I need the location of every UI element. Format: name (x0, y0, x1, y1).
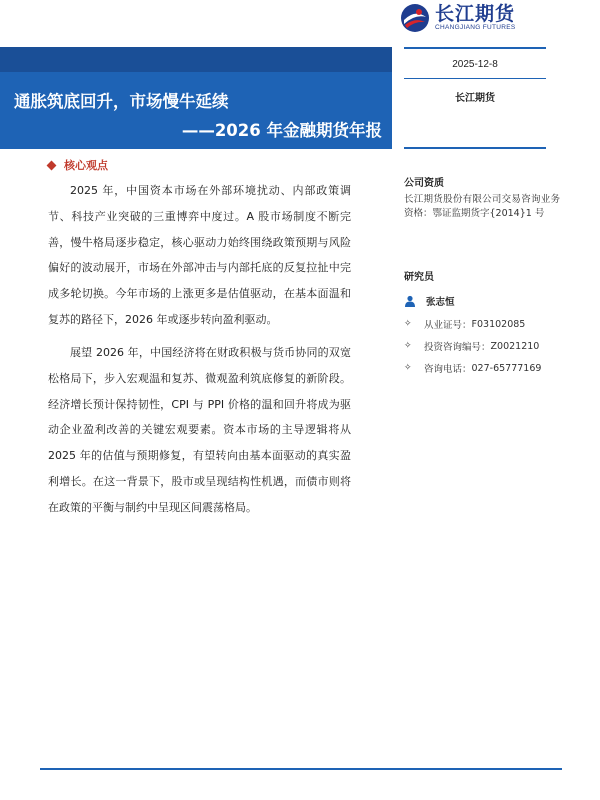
report-title: 通胀筑底回升，市场慢牛延续 (14, 92, 229, 111)
researcher-heading: 研究员 (404, 272, 434, 283)
core-view-heading (48, 157, 108, 173)
meta-bottom-rule (404, 147, 546, 149)
sparkle-bullet-icon: ✧ (404, 363, 412, 373)
banner-stripe (0, 47, 392, 72)
report-date: 2025-12-8 (452, 59, 498, 70)
company-name: 长江期货 (455, 93, 495, 104)
logo-name-en: CHANGJIANG FUTURES (435, 24, 516, 31)
company-logo (400, 0, 560, 36)
info-row-license (404, 317, 525, 331)
core-view-paragraph-1: 2025 年，中国资本市场在外部环境扰动、内部政策调节、科技产业突破的三重博弈中度过。A 股市场制度不断完善，慢牛格局逐步稳定，核心驱动力始终围绕政策预期与风险偏好的波动展开，市场在外部冲击与内部托底的反复拉扯中完成多轮切换。今年市场的上涨更多是估值驱动，在基本面温和复苏的路径下，2026 年或逐步转向盈利驱动。 (48, 184, 351, 326)
info-row-consult-id (404, 339, 539, 353)
sparkle-bullet-icon: ✧ (404, 319, 412, 329)
qualification-heading: 公司资质 (404, 178, 444, 189)
sparkle-bullet-icon: ✧ (404, 341, 412, 351)
person-icon (404, 295, 416, 307)
core-view-paragraph-2: 展望 2026 年，中国经济将在财政积极与货币协同的双宽松格局下，步入宏观温和复苏、微观盈利筑底修复的新阶段。经济增长预计保持韧性，CPI 与 PPI 价格的温和回升将成为驱动企业盈利改善的关键宏观要素。资本市场的主导逻辑将从 2025 年的估值与预期修复，有望转向由基本面驱动的真实盈利增长。在这一背景下，股市或呈现结构性机遇，而债市则将在政策的平衡与制约中呈现区间震荡格局。 (48, 346, 351, 514)
logo-name-cn: 长江期货 (435, 3, 516, 25)
footer-rule (40, 768, 562, 770)
report-subtitle: ——2026 年金融期货年报 (181, 121, 382, 140)
info-value: 027-65777169 (471, 362, 542, 374)
info-value: F03102085 (471, 318, 526, 330)
diamond-bullet-icon (47, 160, 57, 170)
meta-divider (404, 78, 546, 79)
qualification-text: 长江期货股份有限公司交易咨询业务资格：鄂证监期货字{2014}1 号 (404, 194, 560, 219)
info-row-phone (404, 361, 541, 375)
analyst-name: 张志恒 (426, 297, 455, 308)
analyst (404, 294, 455, 308)
meta-top-rule (404, 47, 546, 49)
info-label: 咨询电话： (424, 364, 472, 375)
info-label: 投资咨询编号： (424, 342, 491, 353)
logo-mark-icon (400, 3, 430, 33)
info-label: 从业证号： (424, 320, 472, 331)
core-view-heading-text: 核心观点 (64, 159, 108, 172)
info-value: Z0021210 (490, 340, 540, 352)
